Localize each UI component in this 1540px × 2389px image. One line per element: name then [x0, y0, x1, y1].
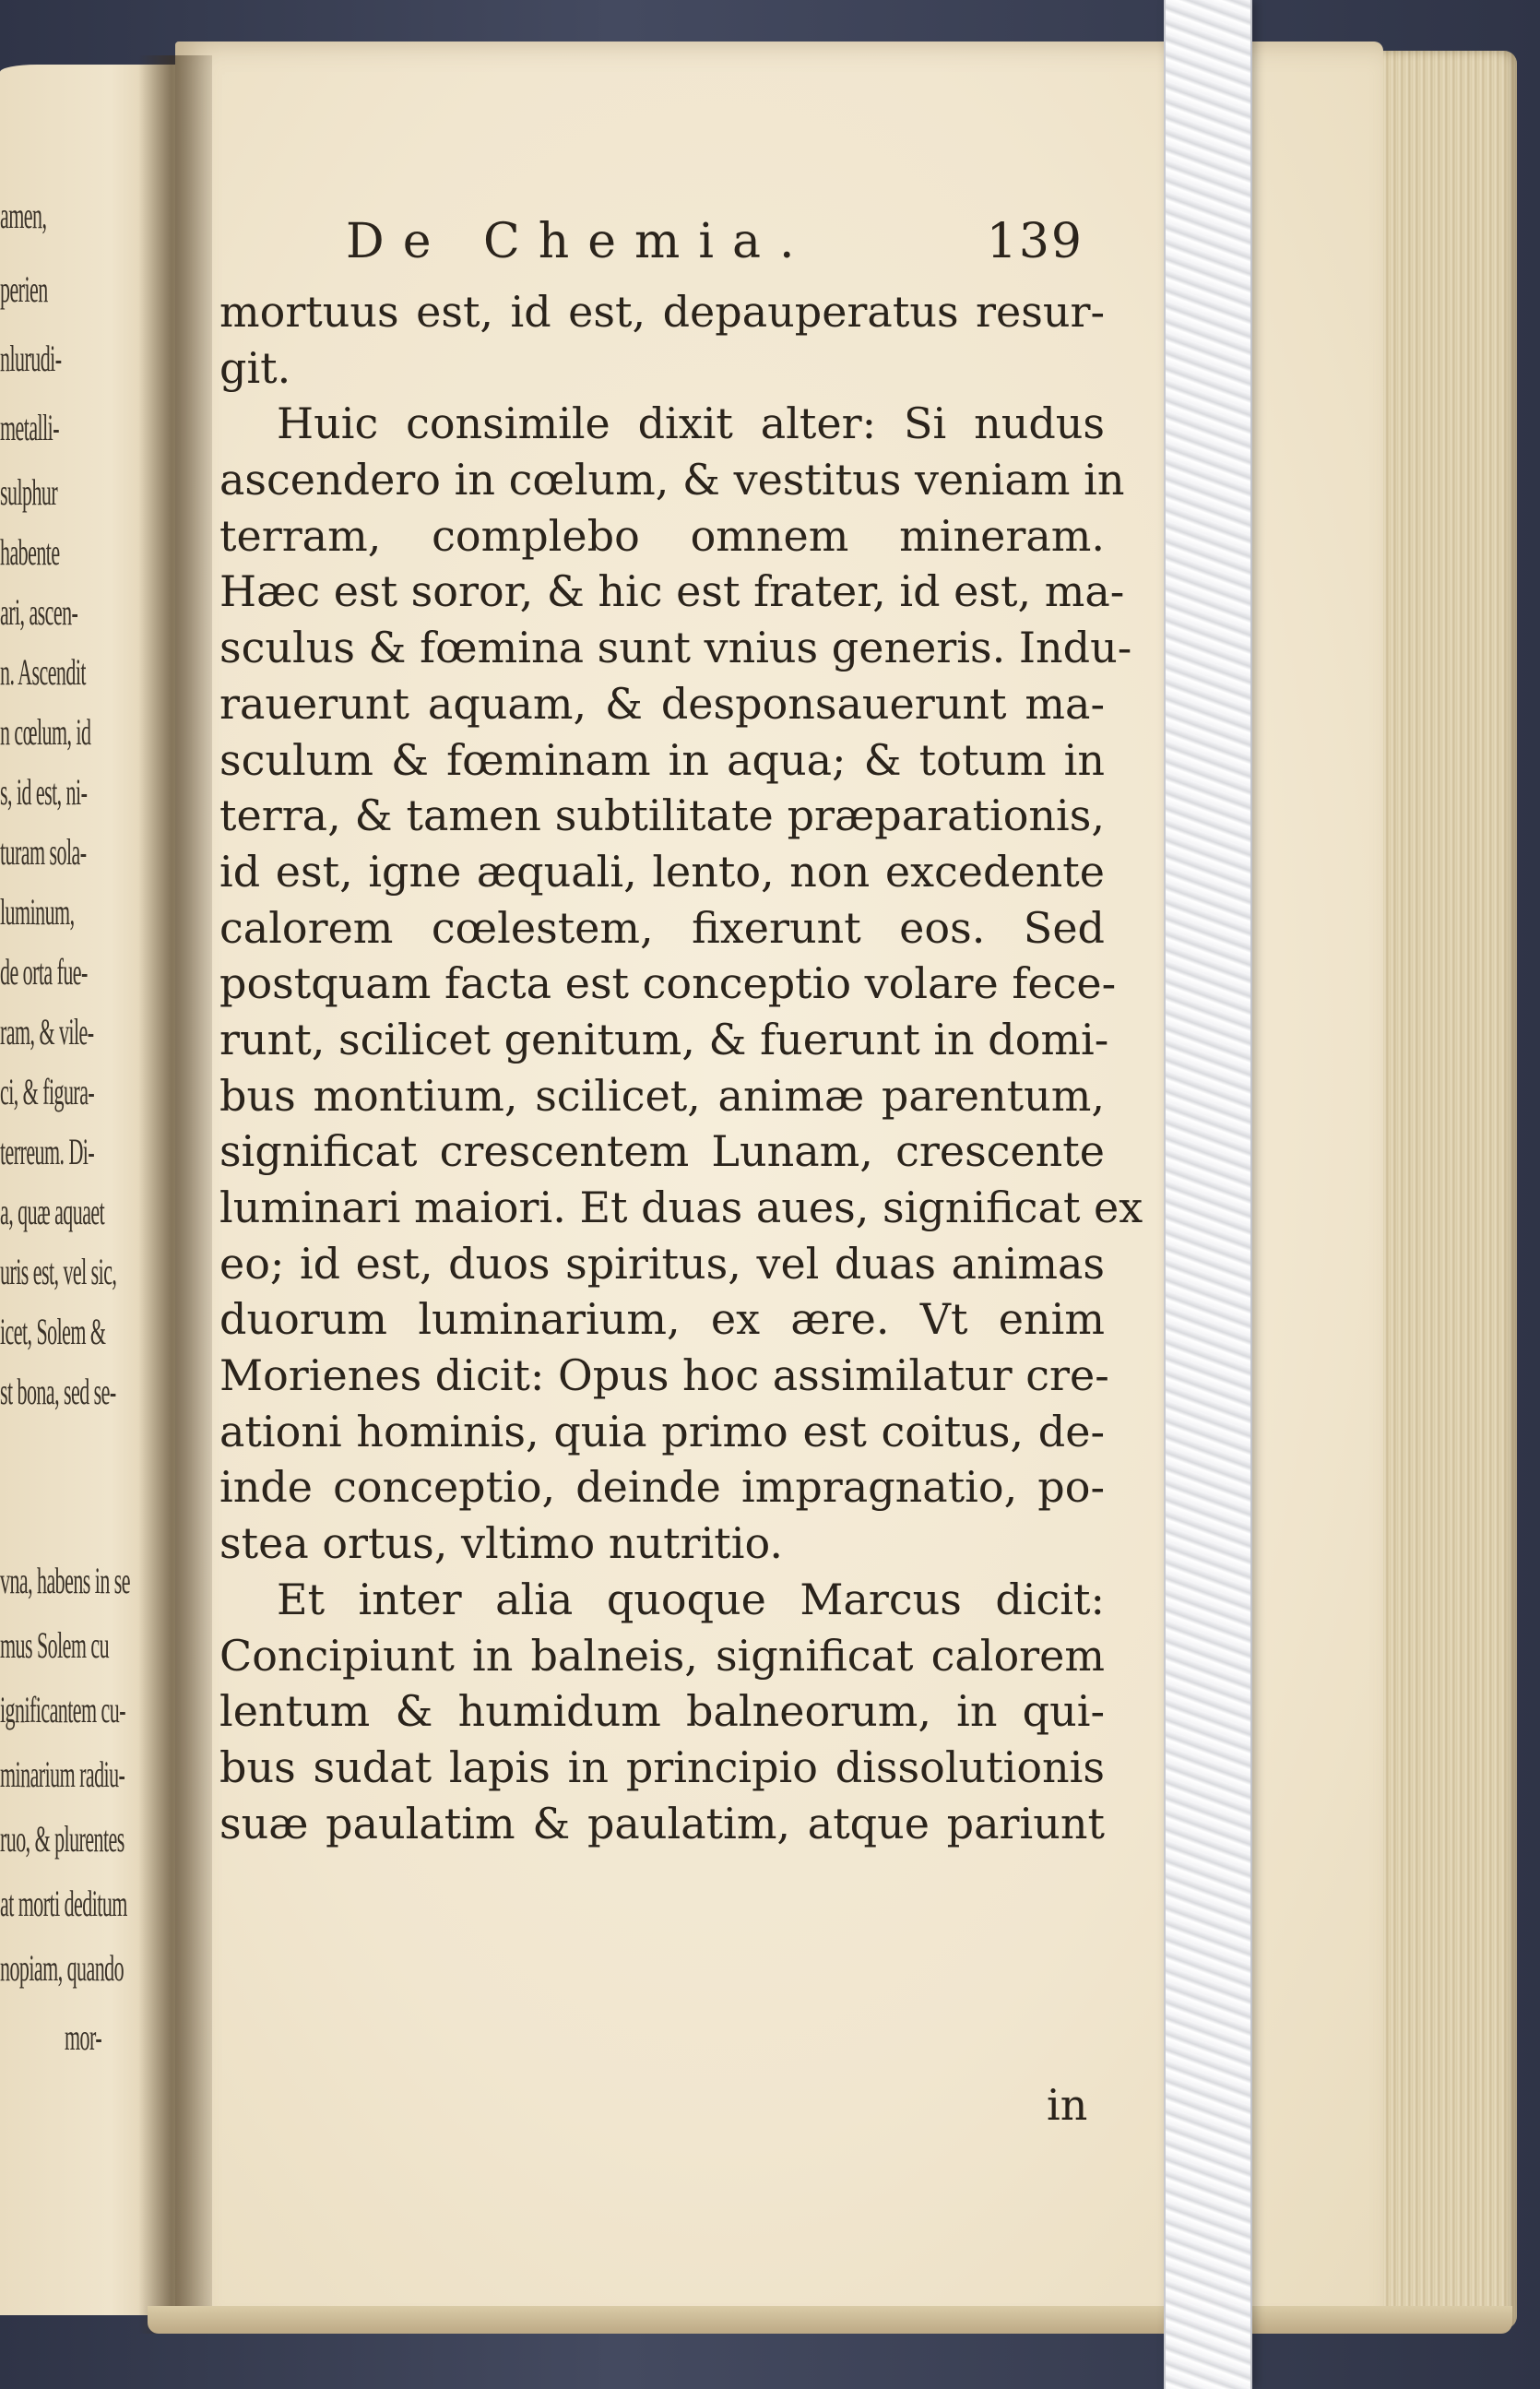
left-page-fragment: ruo, & plurentes	[0, 1818, 124, 1860]
left-page-fragment: mus Solem cu	[0, 1624, 110, 1666]
text-line: calorem cœlestem, fixerunt eos. Sed	[219, 902, 1105, 953]
text-line: Huic consimile dixit alter: Si nudus	[277, 398, 1105, 449]
text-line: lentum & humidum balneorum, in qui-	[219, 1686, 1105, 1737]
text-line: git.	[219, 342, 291, 393]
left-page-fragment: vna, habens in se	[0, 1560, 130, 1601]
text-line: terram, complebo omnem mineram.	[219, 510, 1105, 561]
text-line: duorum luminarium, ex ære. Vt enim	[219, 1294, 1105, 1345]
text-line: id est, igne æquali, lento, non excedente	[219, 846, 1105, 897]
text-line: inde conceptio, deinde impragnatio, po-	[219, 1462, 1105, 1513]
text-line: eo; id est, duos spiritus, vel duas animas	[219, 1238, 1105, 1289]
text-line: Morienes dicit: Opus hoc assimilatur cre-	[219, 1350, 1109, 1401]
left-page-fragment: icet, Solem &	[0, 1311, 106, 1352]
left-page-fragment: ci, & figura-	[0, 1071, 95, 1112]
left-page-fragment: nlurudi-	[0, 338, 62, 379]
left-page-fragment: at morti deditum	[0, 1883, 127, 1924]
left-page-fragment: a, quæ aquaet	[0, 1191, 105, 1232]
text-line: ationi hominis, quia primo est coitus, de-	[219, 1406, 1105, 1456]
left-page-fragment: minarium radiu-	[0, 1753, 125, 1795]
bottom-page-edge	[148, 2306, 1512, 2334]
text-line: terra, & tamen subtilitate præparationis,	[219, 790, 1105, 841]
left-page-fragment: s, id est, ni-	[0, 771, 88, 813]
left-page-fragment: n cœlum, id	[0, 711, 91, 753]
text-line: bus sudat lapis in principio dissolutionis	[219, 1741, 1105, 1792]
gutter-shadow	[138, 55, 212, 2334]
text-line: runt, scilicet genitum, & fuerunt in domi-	[219, 1014, 1109, 1064]
text-line: ascendero in cœlum, & vestitus veniam in	[219, 455, 1125, 505]
left-page-fragment: perien	[0, 268, 48, 310]
left-page-fragment: turam sola-	[0, 831, 87, 873]
text-line: sculum & fœminam in aqua; & totum in	[219, 734, 1105, 785]
text-line: stea ortus, vltimo nutritio.	[219, 1518, 783, 1569]
left-page-fragment: ram, & vile-	[0, 1011, 94, 1052]
left-page-fragment: luminum,	[0, 891, 75, 933]
text-line: luminari maiori. Et duas aues, significat ex	[219, 1183, 1143, 1232]
left-page-fragment: ignificantem cu-	[0, 1689, 125, 1730]
page-number: 139	[986, 214, 1084, 269]
bookmark-cord	[1164, 0, 1252, 2389]
text-line: rauerunt aquam, & desponsauerunt ma-	[219, 678, 1105, 729]
text-line: Et inter alia quoque Marcus dicit:	[277, 1574, 1105, 1624]
text-line: sculus & fœmina sunt vnius generis. Indu-	[219, 623, 1132, 673]
left-page-fragment: mor-	[65, 2016, 102, 2058]
left-page-fragment: ari, ascen-	[0, 591, 78, 633]
running-head-title: De Chemia.	[346, 214, 813, 269]
left-page-fragment: amen,	[0, 195, 47, 236]
left-page-fragment: nopiam, quando	[0, 1947, 124, 1989]
text-line: postquam facta est conceptio volare fece-	[219, 958, 1117, 1009]
left-page-fragment: n. Ascendit	[0, 651, 86, 693]
left-page-fragment: habente	[0, 531, 60, 573]
text-line: Hæc est soror, & hic est frater, id est, ma-	[219, 566, 1125, 617]
left-page-fragment: metalli-	[0, 407, 60, 448]
left-page-fragment: uris est, vel sic,	[0, 1251, 117, 1292]
text-line: mortuus est, id est, depauperatus resur-	[219, 287, 1105, 337]
text-line: bus montium, scilicet, animæ parentum,	[219, 1070, 1105, 1121]
left-page-fragment: sulphur	[0, 471, 58, 513]
left-page-fragment: terreum. Di-	[0, 1131, 95, 1172]
body-text	[219, 284, 1143, 1851]
text-line: suæ paulatim & paulatim, atque pariunt	[219, 1798, 1105, 1848]
left-page-fragment: de orta fue-	[0, 951, 88, 992]
left-page-fragment: st bona, sed se-	[0, 1371, 116, 1412]
text-line: Concipiunt in balneis, significat calorem	[219, 1630, 1105, 1681]
text-line: significat crescentem Lunam, crescente	[219, 1126, 1105, 1177]
running-head	[346, 214, 1084, 279]
catchword: in	[1047, 2080, 1088, 2130]
